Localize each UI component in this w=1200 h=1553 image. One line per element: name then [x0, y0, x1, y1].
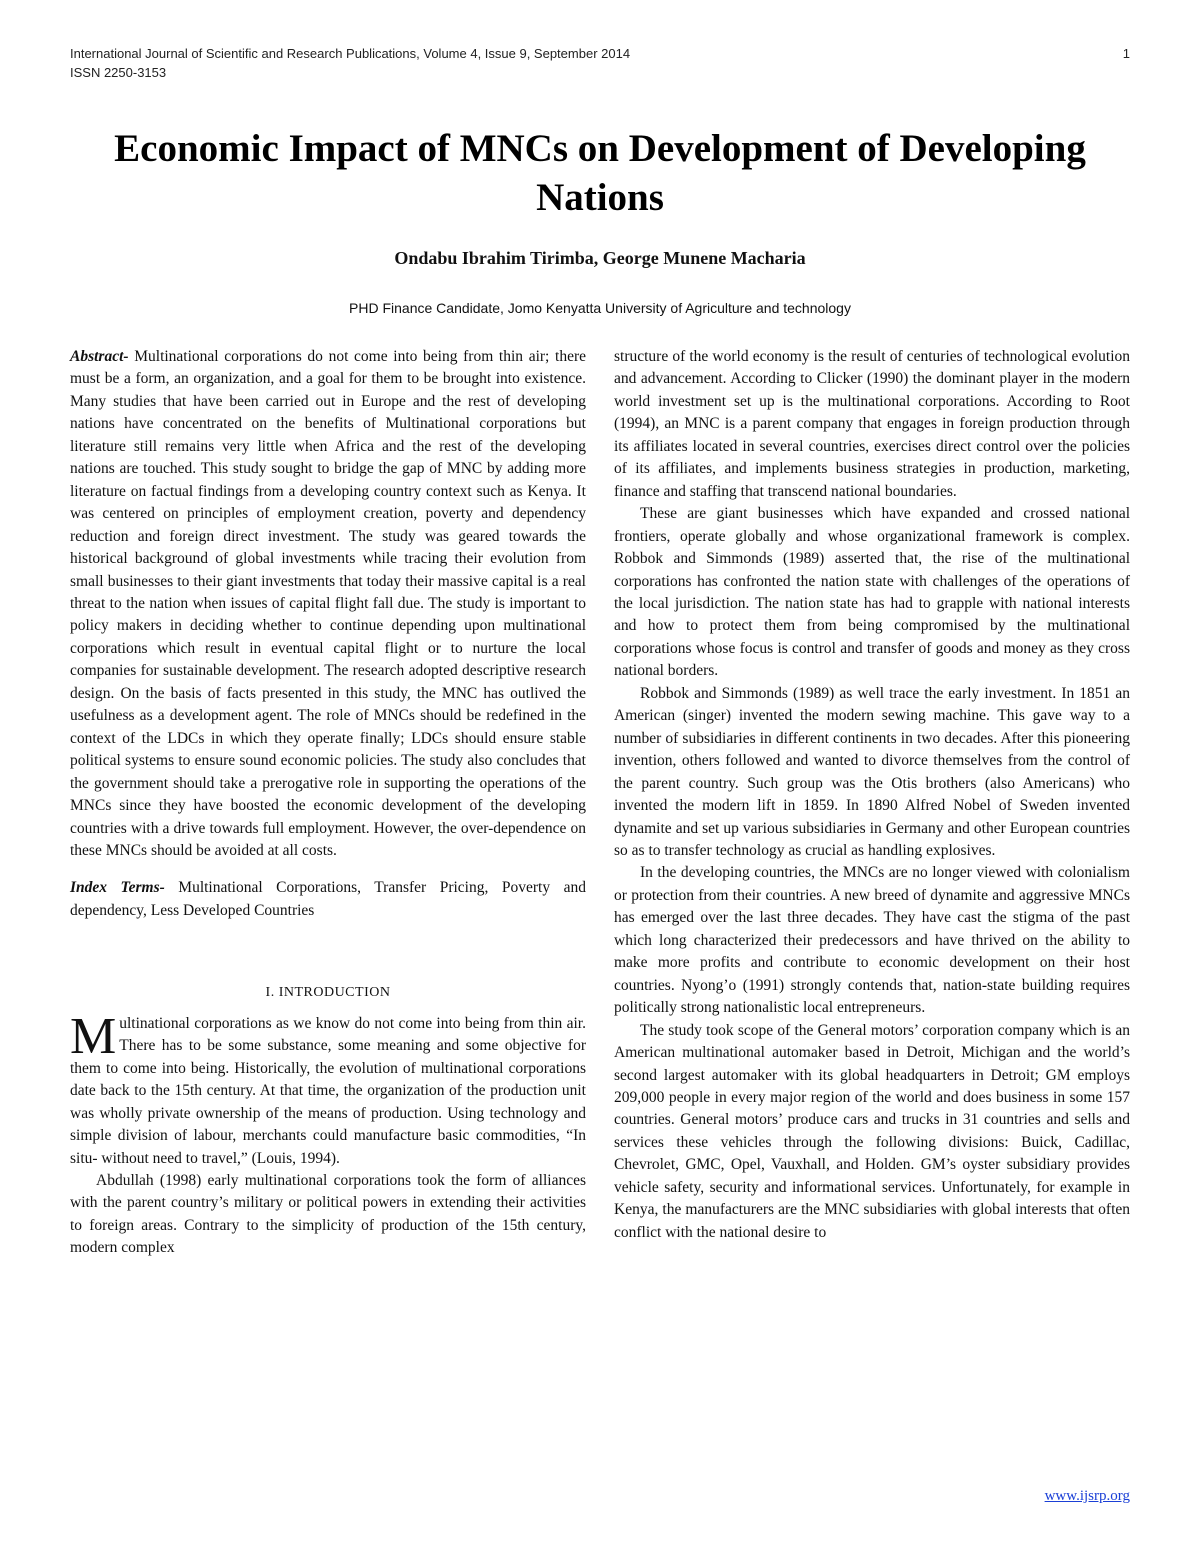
abstract-label: Abstract- [70, 348, 129, 365]
drop-cap: M [70, 1007, 117, 1065]
intro-paragraph-2: Abdullah (1998) early multinational corporations took the form of alliances with the parent country’s military or political powers in extending their activities to foreign areas. Contrary to the simplicity of production of the 15th century, modern complex [70, 1171, 586, 1257]
paper-title: Economic Impact of MNCs on Development of Developing Nations [114, 127, 1086, 219]
intro-paragraph-1 [70, 1007, 586, 1170]
right-column [614, 346, 1130, 1244]
abstract [70, 346, 586, 862]
index-terms-label: Index Terms- [70, 879, 165, 897]
journal-website-link[interactable]: www.ijsrp.org [1044, 1488, 1130, 1504]
right-paragraph-3: Robbok and Simmonds (1989) as well trace the early investment. In 1851 an American (singer) invented the modern sewing machine. This gave way to a number of subsidiaries in different continents in two decades. After this pioneering invention, others followed and wanted to divorce themselves from the control of the parent country. Such group was the Otis brothers (also Americans) who invented the modern lift in 1859. In 1890 Alfred Nobel of Sweden invented dynamite and set up various subsidiaries in Germany and other European countries so as to transfer technology as crucial as handling explosives. [614, 684, 1130, 859]
issn-line: ISSN 2250-3153 [70, 65, 167, 80]
intro-paragraph-1-text: ultinational corporations as we know do not come into being from thin air. There has to be some substance, some meaning and some objective for them to come into being. Historically, the evolution of multinational corporations date back to the 15th century. At that time, the organization of the production unit was wholly private ownership of the means of production. Using technology and simple division of labour, merchants could manufacture basic commodities, “In situ- without need to travel,” (Louis, 1994). [70, 1014, 586, 1167]
section-heading-introduction: I. INTRODUCTION [265, 985, 391, 1001]
affiliation: PHD Finance Candidate, Jomo Kenyatta University of Agriculture and technology [349, 300, 851, 316]
right-paragraph-1: structure of the world economy is the result of centuries of technological evolution and advancement. According to Clicker (1990) the dominant player in the modern world investment set up is the multinational corporations. According to Root (1994), an MNC is a parent company that engages in foreign production through its affiliates located in several countries, exercises direct control over the policies of its affiliates, and implements business strategies in production, marketing, finance and staffing that transcend national boundaries. [614, 348, 1130, 500]
author-list: Ondabu Ibrahim Tirimba, George Munene Macharia [394, 248, 806, 268]
right-paragraph-2: These are giant businesses which have expanded and crossed national frontiers, operate globally and whose organizational framework is complex. Robbok and Simmonds (1989) asserted that, the rise of the multinational corporations has confronted the nation state with challenges of the operations of the local jurisdiction. The nation state has had to grapple with national interests and how to protect them from being compromised by the multinational corporations whose focus is control and transfer of goods and money as they cross national borders. [614, 505, 1130, 680]
index-terms [70, 877, 586, 922]
left-column [70, 346, 586, 1260]
abstract-text: Multinational corporations do not come into being from thin air; there must be a form, an organization, and a goal for them to be brought into existence. Many studies that have been carried out in Europe and the rest of developing nations have concentrated on the benefits of Multinational corporations but literature still remains very little when Africa and the rest of the developing nations are touched. This study sought to bridge the gap of MNC by adding more literature on factual findings from a developing country context such as Kenya. It was centered on principles of employment creation, poverty and dependency reduction and foreign direct investment. The study was geared towards the historical background of global investments while tracing their evolution from small businesses to their giant investments that today their massive capital is a real threat to the nation when issues of capital flight fall due. The study is important to policy makers in deciding whether to continue depending upon multinational corporations which result in eventual capital flight or to nurture the local companies for sustainable development. The research adopted descriptive research design. On the basis of facts presented in this study, the MNC has outlived the usefulness as a development agent. The role of MNCs should be redefined in the context of the LDCs in which they operate finally; LDCs should ensure stable political systems to ensure sound economic policies. The study also concludes that the government should take a prerogative role in supporting the operations of the MNCs since they have boosted the economic development of the developing countries with a drive towards full employment. However, the over-dependence on these MNCs should be avoided at all costs. [70, 348, 586, 859]
running-header [70, 44, 1130, 82]
right-paragraph-4: In the developing countries, the MNCs are no longer viewed with colonialism or protection from their countries. A new breed of dynamite and aggressive MNCs has emerged over the last three decades. They have cast the stigma of the past which long characterized their predecessors and have thrived on the ability to make more profits and contribute to economic development on their host countries. Nyong’o (1991) strongly contends that, nation-state building requires politically strong nationalistic local entrepreneurs. [614, 864, 1130, 1017]
page-number: 1 [1122, 46, 1130, 61]
index-terms-text: Multinational Corporations, Transfer Pricing, Poverty and dependency, Less Developed Countries [70, 879, 586, 919]
journal-line: International Journal of Scientific and Research Publications, Volume 4, Issue 9, September 2014 [70, 46, 631, 61]
right-paragraph-5: The study took scope of the General motors’ corporation company which is an American multinational automaker based in Detroit, Michigan and the world’s second largest automaker with its global headquarters in Detroit; GM employs 209,000 people in every major region of the world and does business in some 157 countries. General motors’ produce cars and trucks in 31 countries and sells and services these vehicles through the following divisions: Buick, Cadillac, Chevrolet, GMC, Opel, Vauxhall, and Holden. GM’s oyster subsidiary provides vehicle safety, security and informational services. Unfortunately, for example in Kenya, the manufacturers are the MNC subsidiaries with global interests that often conflict with the national desire to [614, 1021, 1130, 1241]
